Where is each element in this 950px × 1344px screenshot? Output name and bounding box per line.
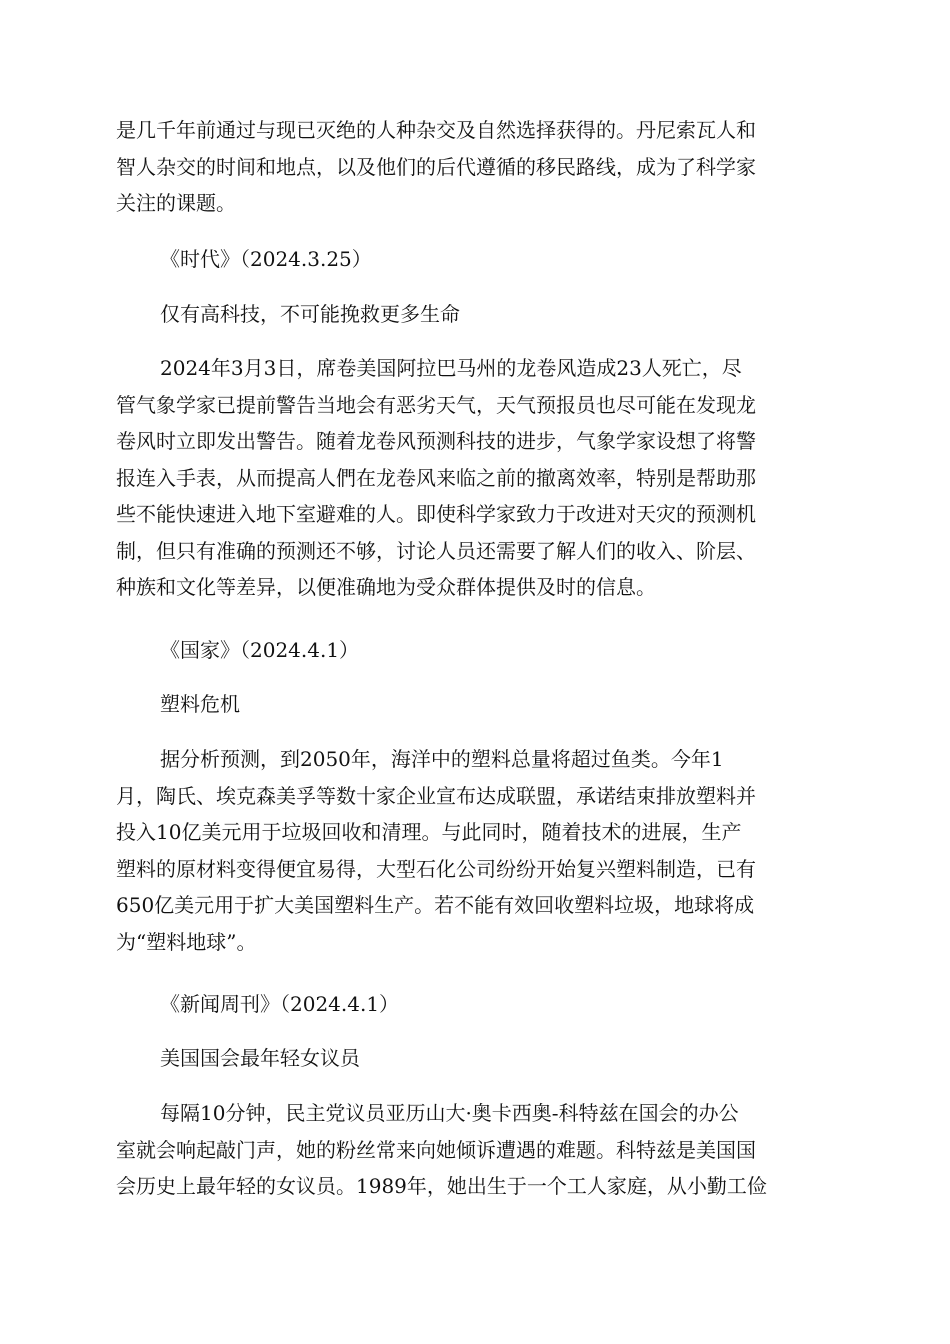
text-line: 650亿美元用于扩大美国塑料生产。若不能有效回收塑料垃圾，地球将成 [116,893,755,917]
source-time [116,241,834,278]
text-line: 每隔10分钟，民主党议员亚历山大·奥卡西奥-科特兹在国会的办公 [160,1101,739,1125]
text-line: 些不能快速进入地下室避难的人。即使科学家致力于改进对天灾的预测机 [116,502,756,526]
headline: 塑料危机 [160,692,240,716]
headline-congresswoman [116,1040,834,1077]
headline: 仅有高科技，不可能挽救更多生命 [160,302,460,326]
text-line: 智人杂交的时间和地点，以及他们的后代遵循的移民路线，成为了科学家 [116,154,756,179]
text-line: 制，但只有准确的预测还不够，讨论人员还需要了解人们的收入、阶层、 [116,538,756,563]
text-line: 投入10亿美元用于垃圾回收和清理。与此同时，随着技术的进展，生产 [116,820,742,844]
text-line: 是几千年前通过与现已灭绝的人种杂交及自然选择获得的。丹尼索瓦人和 [116,118,756,142]
paragraph-tornado [116,350,834,606]
text-line: 卷风时立即发出警告。随着龙卷风预测科技的进步，气象学家设想了将警 [116,429,756,453]
headline: 美国国会最年轻女议员 [160,1046,360,1070]
text-line: 报连入手表，从而提高人們在龙卷风来临之前的撤离效率，特别是帮助那 [116,465,756,490]
text-line: 2024年3月3日，席卷美国阿拉巴马州的龙卷风造成23人死亡，尽 [160,356,742,380]
source-nation [116,632,834,669]
source-line: 《时代》（2024.3.25） [160,247,372,271]
source-newsweek [116,986,834,1023]
source-line: 《国家》（2024.4.1） [160,638,360,662]
text-line: 据分析预测，到2050年，海洋中的塑料总量将超过鱼类。今年1 [160,747,724,771]
paragraph-plastic [116,741,834,960]
paragraph-congresswoman [116,1095,834,1205]
text-line: 月，陶氏、埃克森美孚等数十家企业宣布达成联盟，承诺结束排放塑料并 [116,783,756,808]
text-line: 种族和文化等差异，以便准确地为受众群体提供及时的信息。 [116,575,656,599]
source-line: 《新闻周刊》（2024.4.1） [160,992,400,1016]
headline-plastic [116,686,834,723]
text-line: 室就会响起敲门声，她的粉丝常来向她倾诉遭遇的难题。科特兹是美国国 [116,1137,756,1162]
text-line: 管气象学家已提前警告当地会有恶劣天气，天气预报员也尽可能在发现龙 [116,392,756,417]
paragraph-denisovan-continued [116,112,834,222]
text-line: 塑料的原材料变得便宜易得，大型石化公司纷纷开始复兴塑料制造，已有 [116,856,756,881]
headline-tech [116,296,834,333]
text-line: 为“塑料地球”。 [116,929,257,954]
text-line: 会历史上最年轻的女议员。1989年，她出生于一个工人家庭，从小勤工俭 [116,1174,767,1198]
text-line: 关注的课题。 [116,191,236,215]
